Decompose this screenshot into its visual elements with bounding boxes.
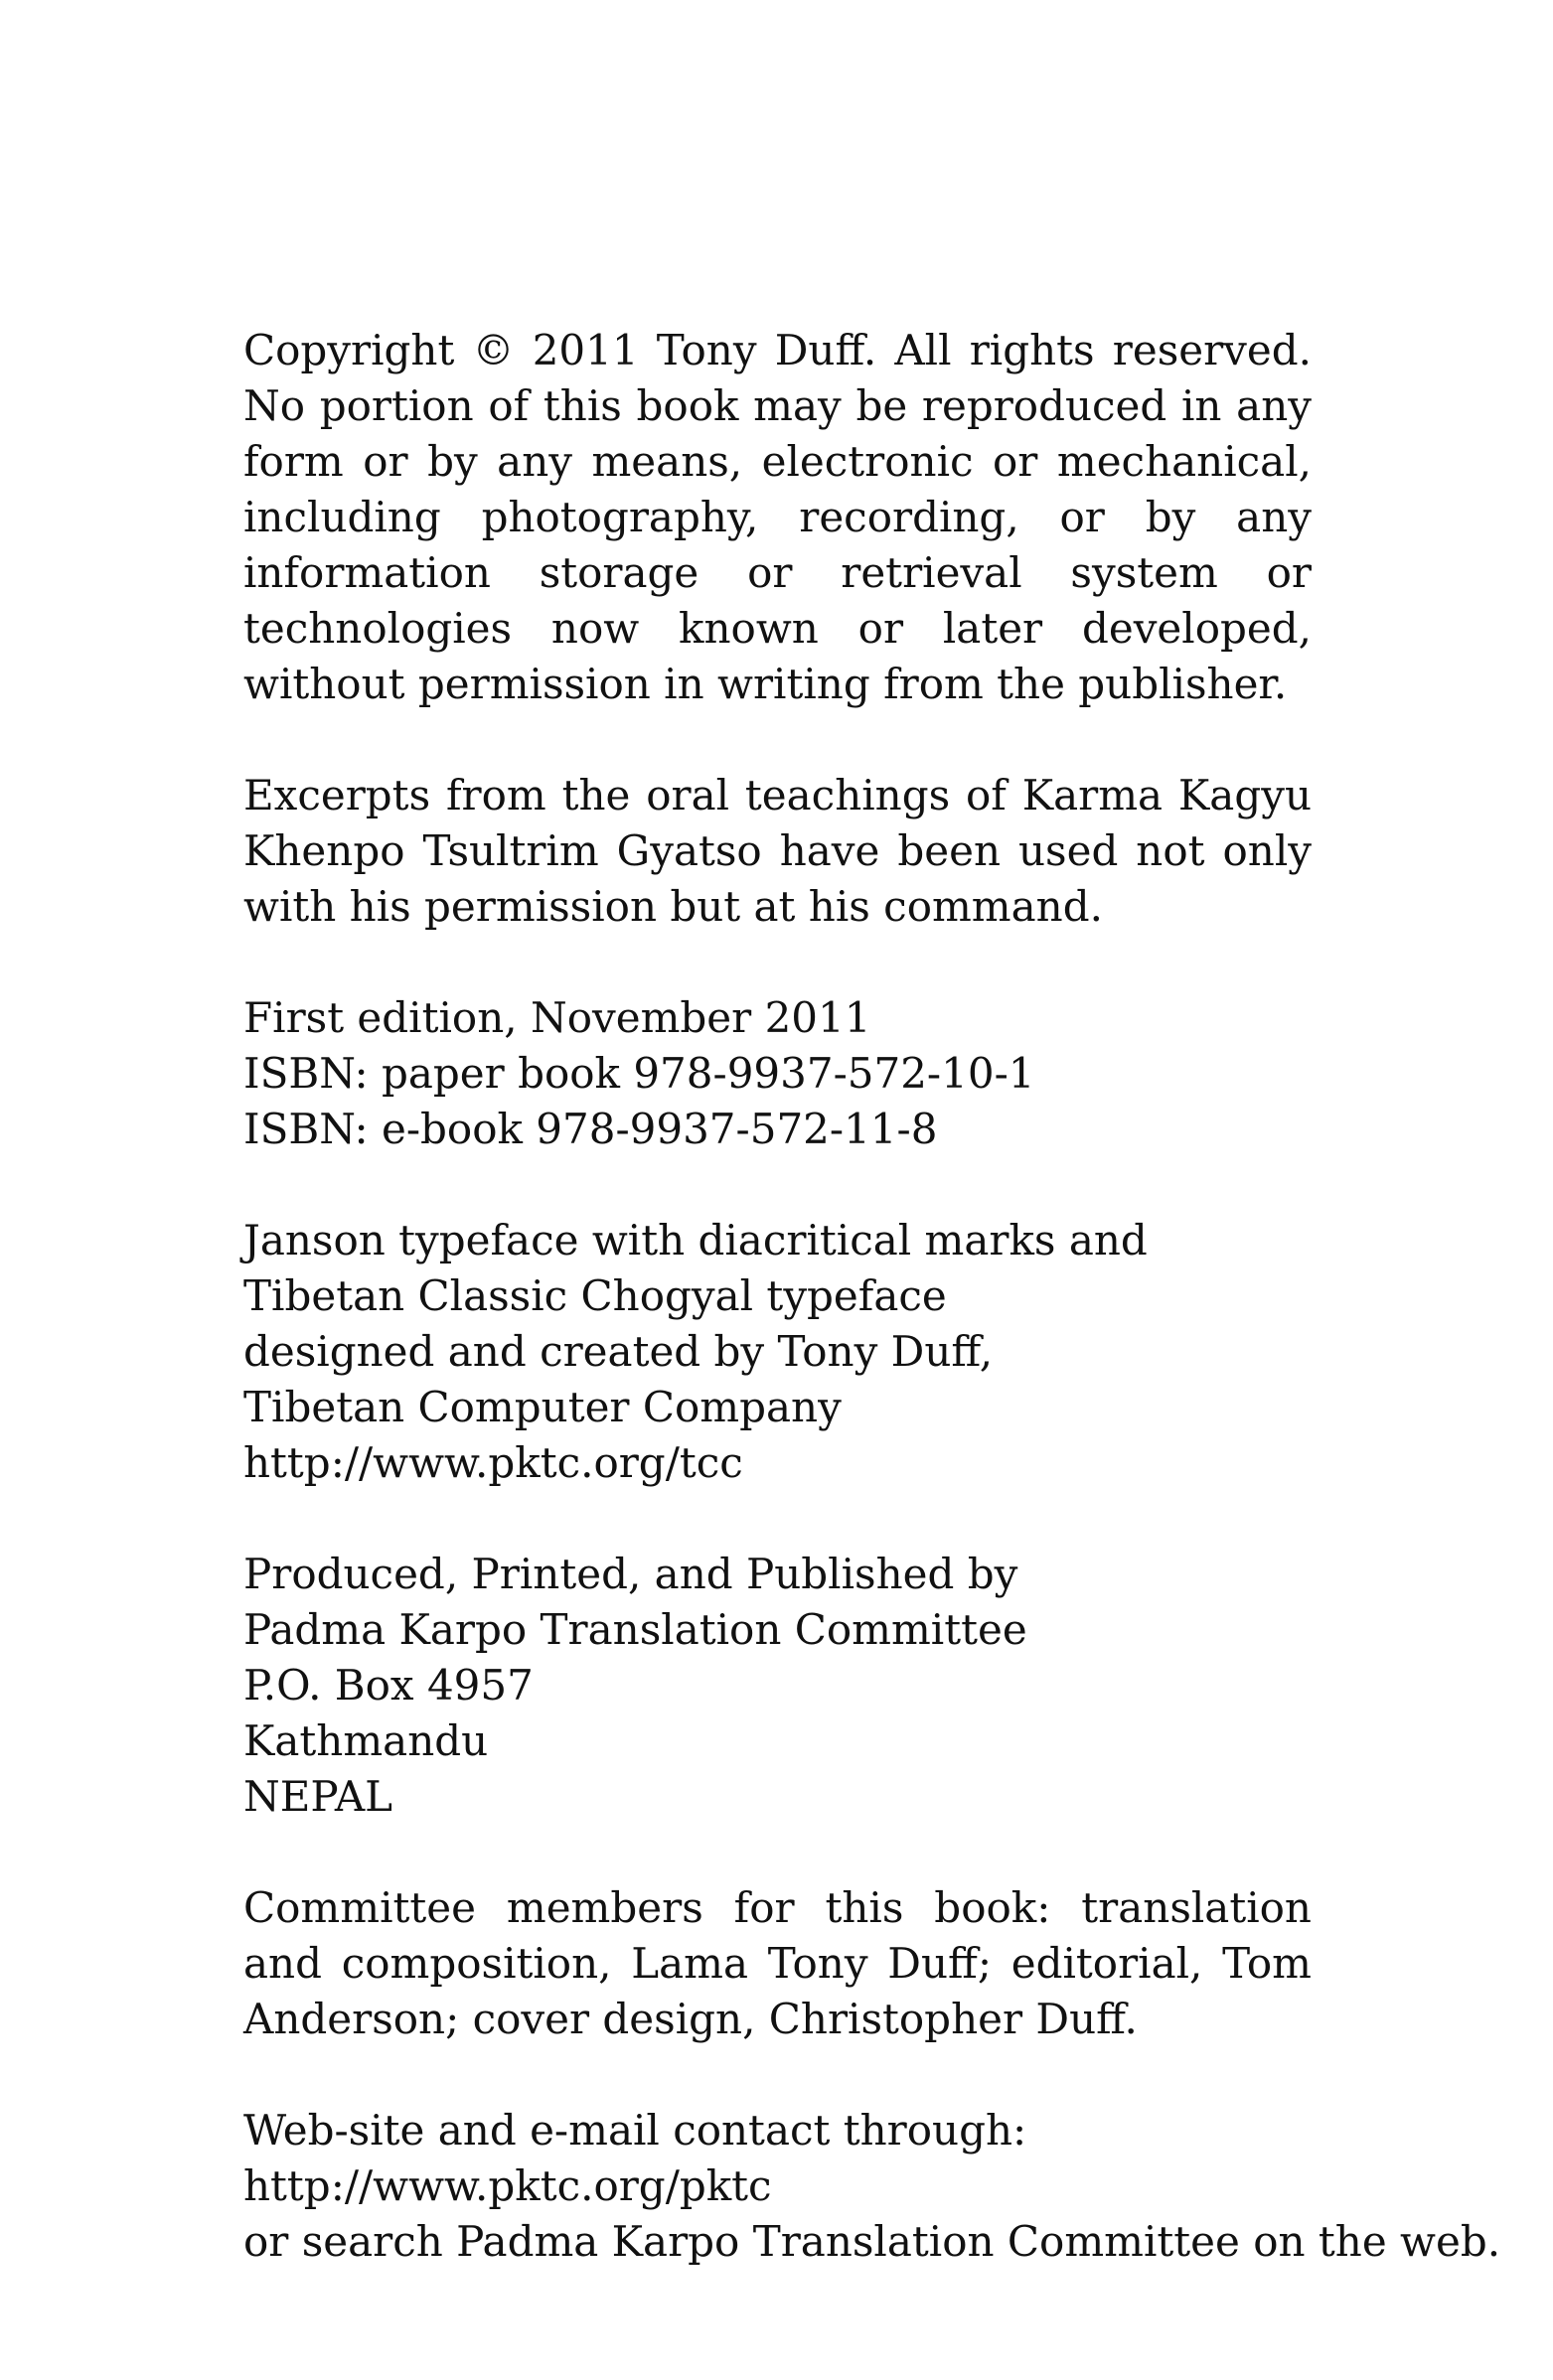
page-content: [243, 323, 1501, 2325]
contact-line: Web-site and e-mail contact through:: [243, 2106, 1027, 2155]
excerpts-notice: Excerpts from the oral teachings of Karma Kagyu Khenpo Tsultrim Gyatso have been used not only with his permission but at his command.: [243, 771, 1312, 931]
contact-url: http://www.pktc.org/pktc: [243, 2161, 772, 2210]
isbn-ebook-line: ISBN: e-book 978-9937-572-11-8: [243, 1105, 938, 1153]
typeface-line: Janson typeface with diacritical marks and: [243, 1216, 1148, 1264]
typeface-line: Tibetan Classic Chogyal typeface: [243, 1271, 947, 1320]
typeface-url: http://www.pktc.org/tcc: [243, 1438, 743, 1487]
typeface-line: Tibetan Computer Company: [243, 1383, 842, 1431]
edition-line: First edition, November 2011: [243, 993, 871, 1042]
contact-info: [243, 2103, 1501, 2270]
typeface-line: designed and created by Tony Duff,: [243, 1327, 994, 1376]
publisher-info: [243, 1547, 1312, 1825]
publisher-line: P.O. Box 4957: [243, 1661, 534, 1710]
edition-info: [243, 990, 1312, 1157]
committee-members: Committee members for this book: translation and composition, Lama Tony Duff; editorial, Tom Anderson; cover design, Christopher Duff.: [243, 1883, 1312, 2043]
publisher-line: NEPAL: [243, 1772, 393, 1821]
publisher-line: Padma Karpo Translation Committee: [243, 1605, 1027, 1654]
contact-line: or search Padma Karpo Translation Committee on the web.: [243, 2217, 1501, 2266]
typeface-info: [243, 1213, 1312, 1491]
copyright-notice: Copyright © 2011 Tony Duff. All rights reserved. No portion of this book may be reproduced in any form or by any means, electronic or mechanical, including photography, recording, or by any information storage or retrieval system or technologies now known or later developed, without permission in writing from the publisher.: [243, 326, 1312, 708]
isbn-paper-line: ISBN: paper book 978-9937-572-10-1: [243, 1049, 1035, 1098]
publisher-line: Produced, Printed, and Published by: [243, 1550, 1018, 1598]
publisher-line: Kathmandu: [243, 1716, 489, 1765]
